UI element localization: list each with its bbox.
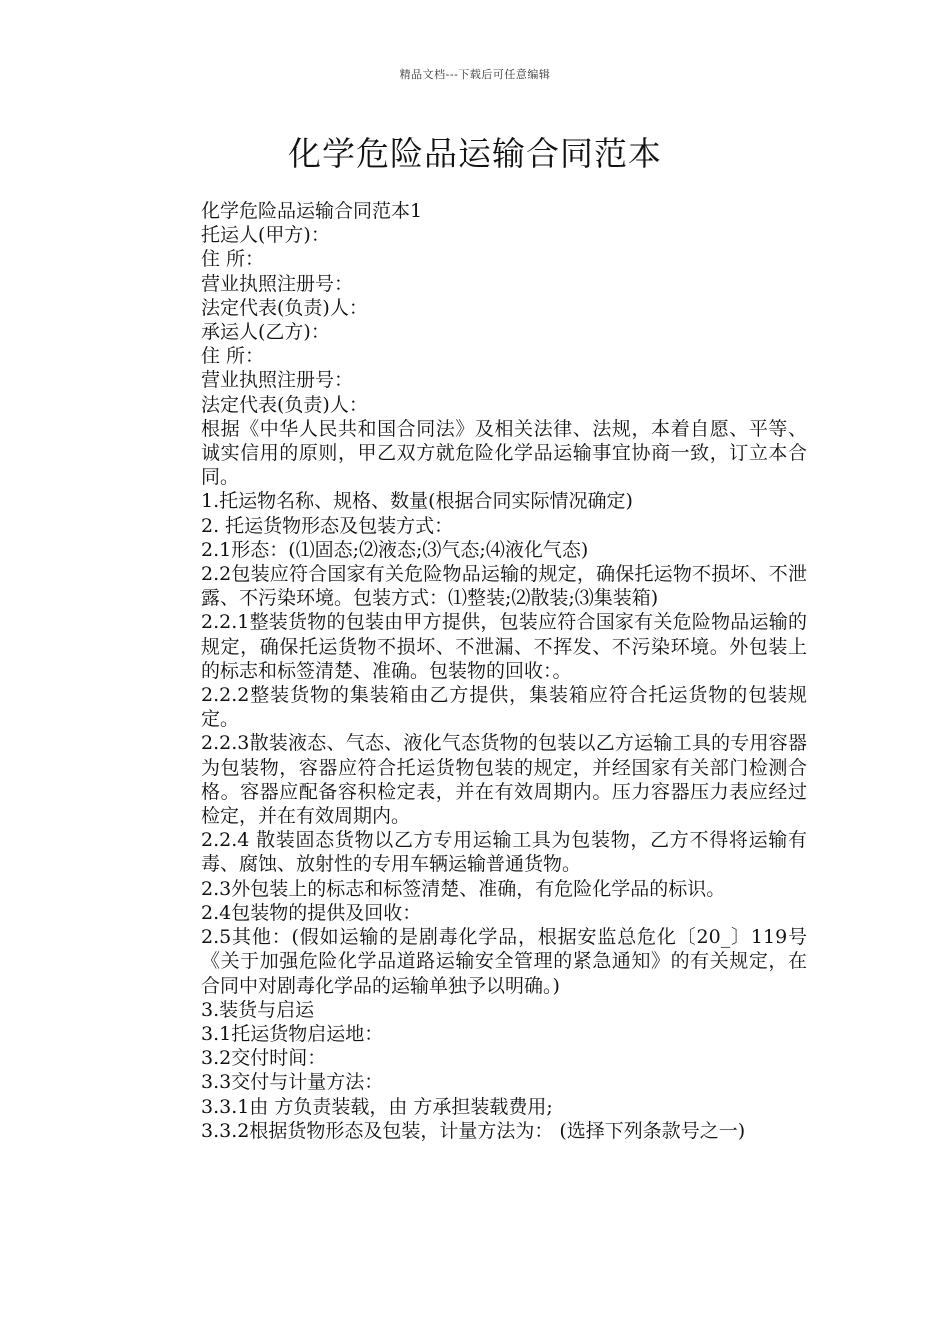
paragraph: 2.1形态：(⑴固态;⑵液态;⑶气态;⑷液化气态) xyxy=(201,538,589,561)
paragraph: 承运人(乙方)： xyxy=(201,321,330,344)
paragraph: 化学危险品运输合同范本1 xyxy=(201,200,423,222)
document-body xyxy=(145,199,807,1143)
paragraph: 3.1托运货物启运地： xyxy=(201,1022,384,1045)
paragraph: 根据《中华人民共和国合同法》及相关法律、法规，本着自愿、平等、诚实信用的原则，甲乙双方就危险化学品运输事宜协商一致，订立本合同。 xyxy=(201,417,807,489)
paragraph: 住 所： xyxy=(201,248,265,271)
paragraph: 3.3交付与计量方法： xyxy=(201,1071,384,1094)
header-note: 精品文档---下载后可任意编辑 xyxy=(399,68,551,81)
paragraph: 3.装货与启运 xyxy=(201,998,315,1021)
paragraph: 3.3.1由 方负责装载，由 方承担装载费用; xyxy=(201,1095,553,1118)
paragraph: 2.2.2整装货物的集装箱由乙方提供，集装箱应符合托运货物的包装规定。 xyxy=(201,684,807,731)
paragraph: 3.3.2根据货物形态及包装，计量方法为： (选择下列条款号之一) xyxy=(201,1119,746,1142)
paragraph: 1.托运物名称、规格、数量(根据合同实际情况确定) xyxy=(201,490,633,513)
paragraph: 2.5其他：(假如运输的是剧毒化学品，根据安监总危化〔20_〕119号《关于加强危险化学品道路运输安全管理的紧急通知》的有关规定，在合同中对剧毒化学品的运输单独予以明确。) xyxy=(201,926,807,997)
paragraph: 托运人(甲方)： xyxy=(201,224,330,247)
paragraph: 法定代表(负责)人： xyxy=(201,296,368,319)
paragraph: 法定代表(负责)人： xyxy=(201,393,368,416)
paragraph: 营业执照注册号： xyxy=(201,272,354,295)
paragraph: 2.2.4 散装固态货物以乙方专用运输工具为包装物，乙方不得将运输有毒、腐蚀、放射性的专用车辆运输普通货物。 xyxy=(201,829,807,876)
document-title: 化学危险品运输合同范本 xyxy=(288,134,662,173)
paragraph: 2.2.1整装货物的包装由甲方提供，包装应符合国家有关危险物品运输的规定，确保托运货物不损坏、不泄漏、不挥发、不污染环境。外包装上的标志和标签清楚、准确。包装物的回收：。 xyxy=(201,611,807,682)
paragraph: 2.2.3散装液态、气态、液化气态货物的包装以乙方运输工具的专用容器为包装物，容器应符合托运货物包装的规定，并经国家有关部门检测合格。容器应配备容积检定表，并在有效周期内。压力容器压力表应经过检定，并在有效周期内。 xyxy=(201,732,807,828)
paragraph: 住 所： xyxy=(201,345,265,368)
paragraph: 3.2交付时间： xyxy=(201,1047,327,1070)
paragraph: 2.3外包装上的标志和标签清楚、准确，有危险化学品的标识。 xyxy=(201,877,726,900)
paragraph: 2.2包装应符合国家有关危险物品运输的规定，确保托运物不损坏、不泄露、不污染环境。包装方式：⑴整装;⑵散装;⑶集装箱) xyxy=(201,563,807,610)
paragraph: 营业执照注册号： xyxy=(201,369,354,392)
paragraph: 2.4包装物的提供及回收： xyxy=(201,901,422,924)
paragraph: 2. 托运货物形态及包装方式： xyxy=(201,514,454,537)
